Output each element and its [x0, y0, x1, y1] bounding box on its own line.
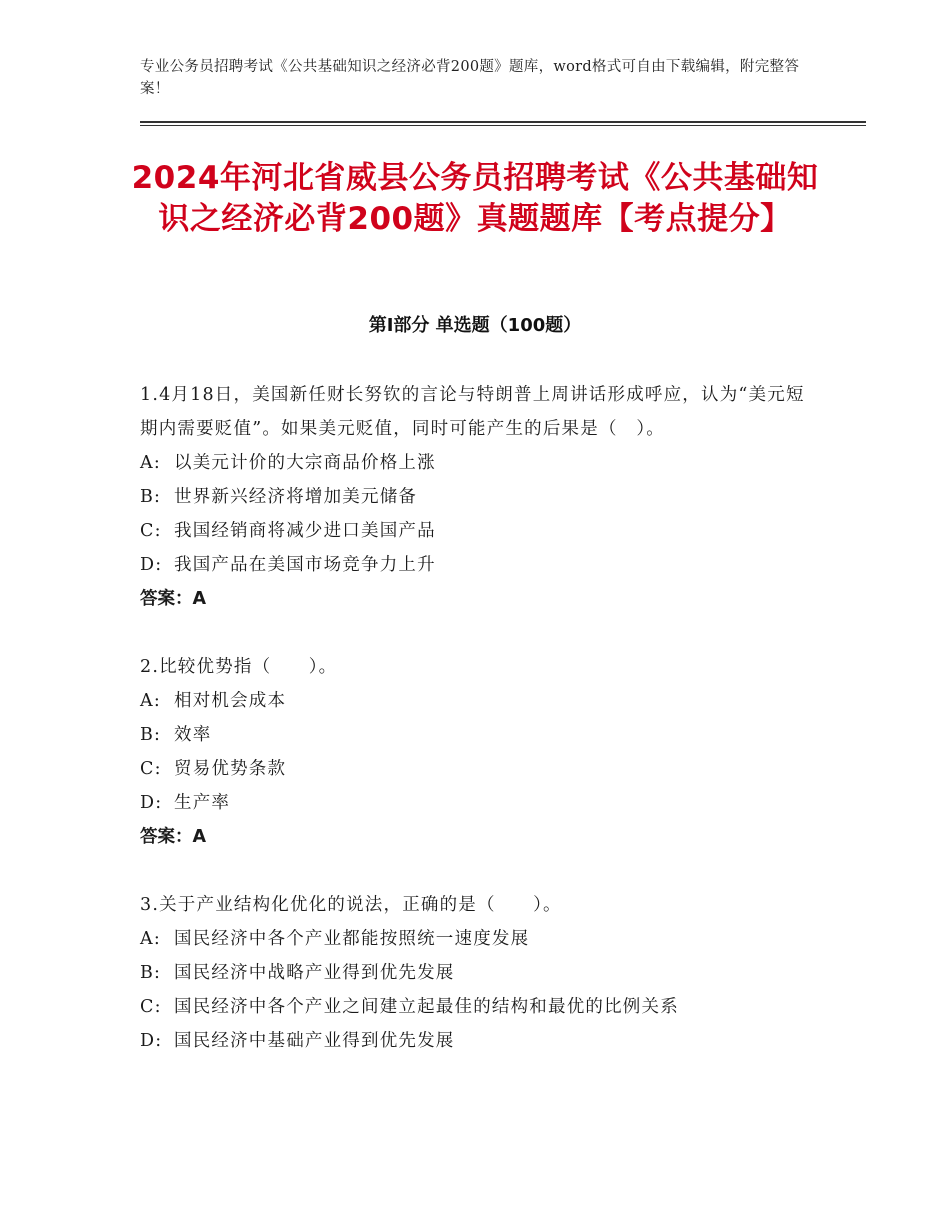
option-c [140, 752, 820, 786]
option-key: A: [140, 453, 161, 473]
option-key: C: [140, 759, 162, 779]
option-a [140, 922, 820, 956]
option-text: 国民经济中各个产业都能按照统一速度发展 [174, 929, 530, 949]
option-key: D: [140, 1031, 163, 1051]
option-text: 贸易优势条款 [174, 759, 287, 779]
option-b [140, 480, 820, 514]
option-key: D: [140, 793, 163, 813]
option-text: 效率 [174, 725, 212, 745]
option-key: D: [140, 555, 163, 575]
option-text: 世界新兴经济将增加美元储备 [174, 487, 418, 507]
option-key: C: [140, 521, 162, 541]
option-a [140, 446, 820, 480]
answer-line: 答案：A [140, 827, 207, 847]
option-text: 相对机会成本 [174, 691, 287, 711]
option-text: 国民经济中战略产业得到优先发展 [174, 963, 455, 983]
question-stem: 3.关于产业结构化优化的说法，正确的是（ ）。 [140, 895, 562, 915]
option-text: 生产率 [174, 793, 231, 813]
answer-line: 答案：A [140, 589, 207, 609]
option-c [140, 990, 820, 1024]
option-key: C: [140, 997, 162, 1017]
option-key: A: [140, 929, 161, 949]
section-title: 第Ⅰ部分 单选题（100题） [368, 315, 582, 336]
option-key: B: [140, 963, 162, 983]
option-text: 以美元计价的大宗商品价格上涨 [174, 453, 436, 473]
option-c [140, 514, 820, 548]
option-key: B: [140, 725, 162, 745]
question-3 [140, 888, 820, 1058]
option-b [140, 718, 820, 752]
option-d [140, 548, 820, 582]
option-key: B: [140, 487, 162, 507]
option-text: 我国产品在美国市场竞争力上升 [174, 555, 436, 575]
option-key: A: [140, 691, 161, 711]
question-2 [140, 650, 820, 854]
option-a [140, 684, 820, 718]
header-divider-thin [140, 125, 866, 126]
option-text: 国民经济中基础产业得到优先发展 [174, 1031, 455, 1051]
header-divider-thick [140, 121, 866, 123]
question-stem: 2.比较优势指（ ）。 [140, 657, 338, 677]
option-text: 我国经销商将减少进口美国产品 [174, 521, 436, 541]
question-1 [140, 378, 820, 616]
option-b [140, 956, 820, 990]
option-text: 国民经济中各个产业之间建立起最佳的结构和最优的比例关系 [174, 997, 679, 1017]
header-note: 专业公务员招聘考试《公共基础知识之经济必背200题》题库，word格式可自由下载编辑，附完整答案！ [140, 59, 800, 97]
question-stem: 1.4月18日，美国新任财长努钦的言论与特朗普上周讲话形成呼应，认为“美元短期内需要贬值”。如果美元贬值，同时可能产生的后果是（ ）。 [140, 385, 805, 439]
question-list [140, 378, 820, 1092]
option-d [140, 1024, 820, 1058]
document-title: 2024年河北省威县公务员招聘考试《公共基础知识之经济必背200题》真题题库【考点提分】 [131, 160, 819, 237]
option-d [140, 786, 820, 820]
